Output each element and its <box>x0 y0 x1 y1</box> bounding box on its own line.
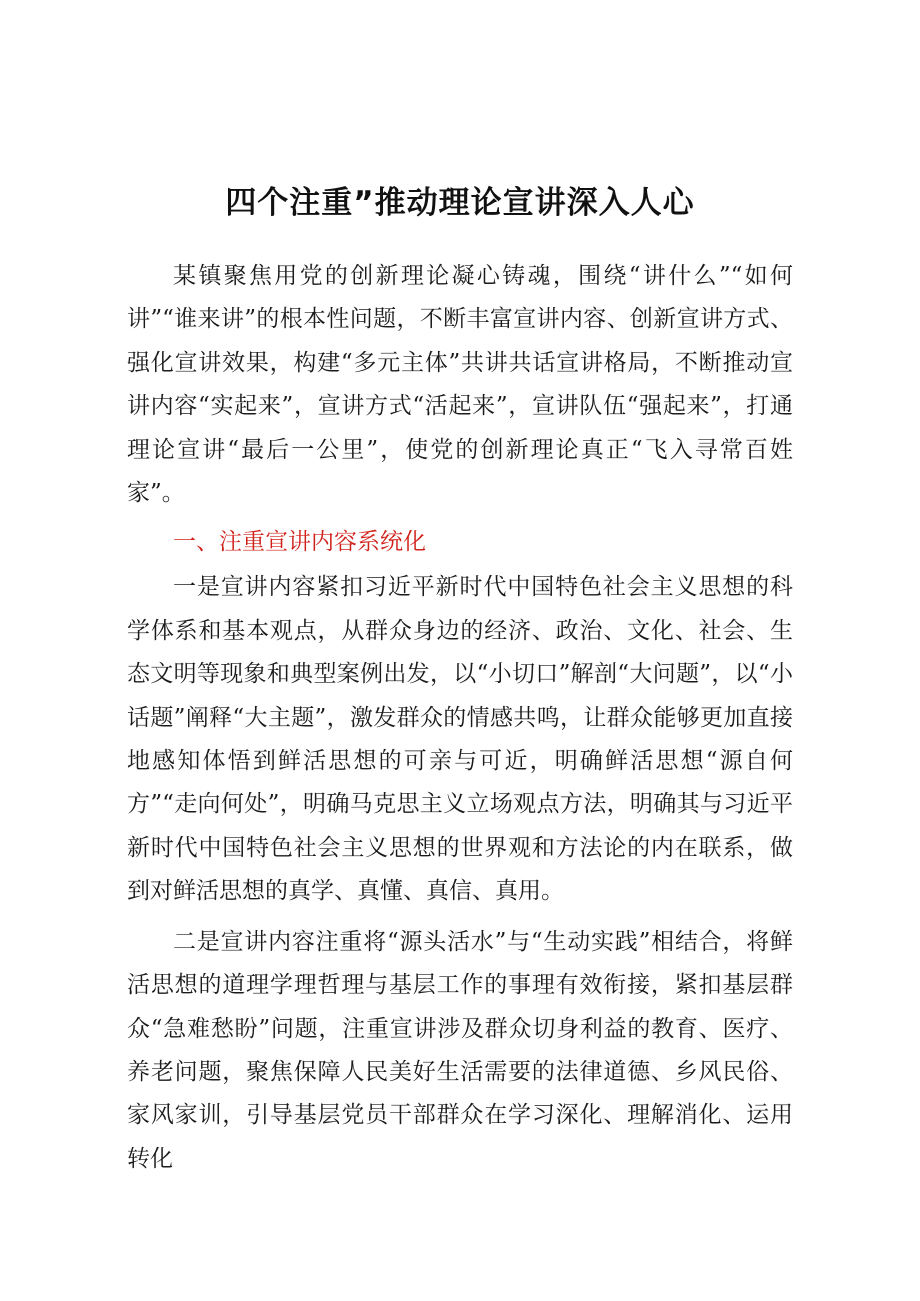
document-title: 四个注重”推动理论宣讲深入人心 <box>225 185 695 221</box>
document-body <box>127 255 793 1181</box>
intro-paragraph: 某镇聚焦用党的创新理论凝心铸魂，围绕“讲什么”“如何讲”“谁来讲”的根本性问题，不断丰富宣讲内容、创新宣讲方式、强化宣讲效果，构建“多元主体”共讲共话宣讲格局，不断推动宣讲内容“实起来”，宣讲方式“活起来”，宣讲队伍“强起来”，打通理论宣讲“最后一公里”，使党的创新理论真正“飞入寻常百姓家”。 <box>127 263 793 507</box>
section-paragraph-1: 一是宣讲内容紧扣习近平新时代中国特色社会主义思想的科学体系和基本观点，从群众身边的经济、政治、文化、社会、生态文明等现象和典型案例出发，以“小切口”解剖“大问题”，以“小话题”阐释“大主题”，激发群众的情感共鸣，让群众能够更加直接地感知体悟到鲜活思想的可亲与可近，明确鲜活思想“源自何方”“走向何处”，明确马克思主义立场观点方法，明确其与习近平新时代中国特色社会主义思想的世界观和方法论的内在联系，做到对鲜活思想的真学、真懂、真信、真用。 <box>127 574 793 905</box>
section-paragraph-2: 二是宣讲内容注重将“源头活水”与“生动实践”相结合，将鲜活思想的道理学理哲理与基层工作的事理有效衔接，紧扣基层群众“急难愁盼”问题，注重宣讲涉及群众切身利益的教育、医疗、养老问题，聚焦保障人民美好生活需要的法律道德、乡风民俗、家风家训，引导基层党员干部群众在学习深化、理解消化、运用转化 <box>127 928 793 1172</box>
section-heading: 一、注重宣讲内容系统化 <box>173 529 426 556</box>
